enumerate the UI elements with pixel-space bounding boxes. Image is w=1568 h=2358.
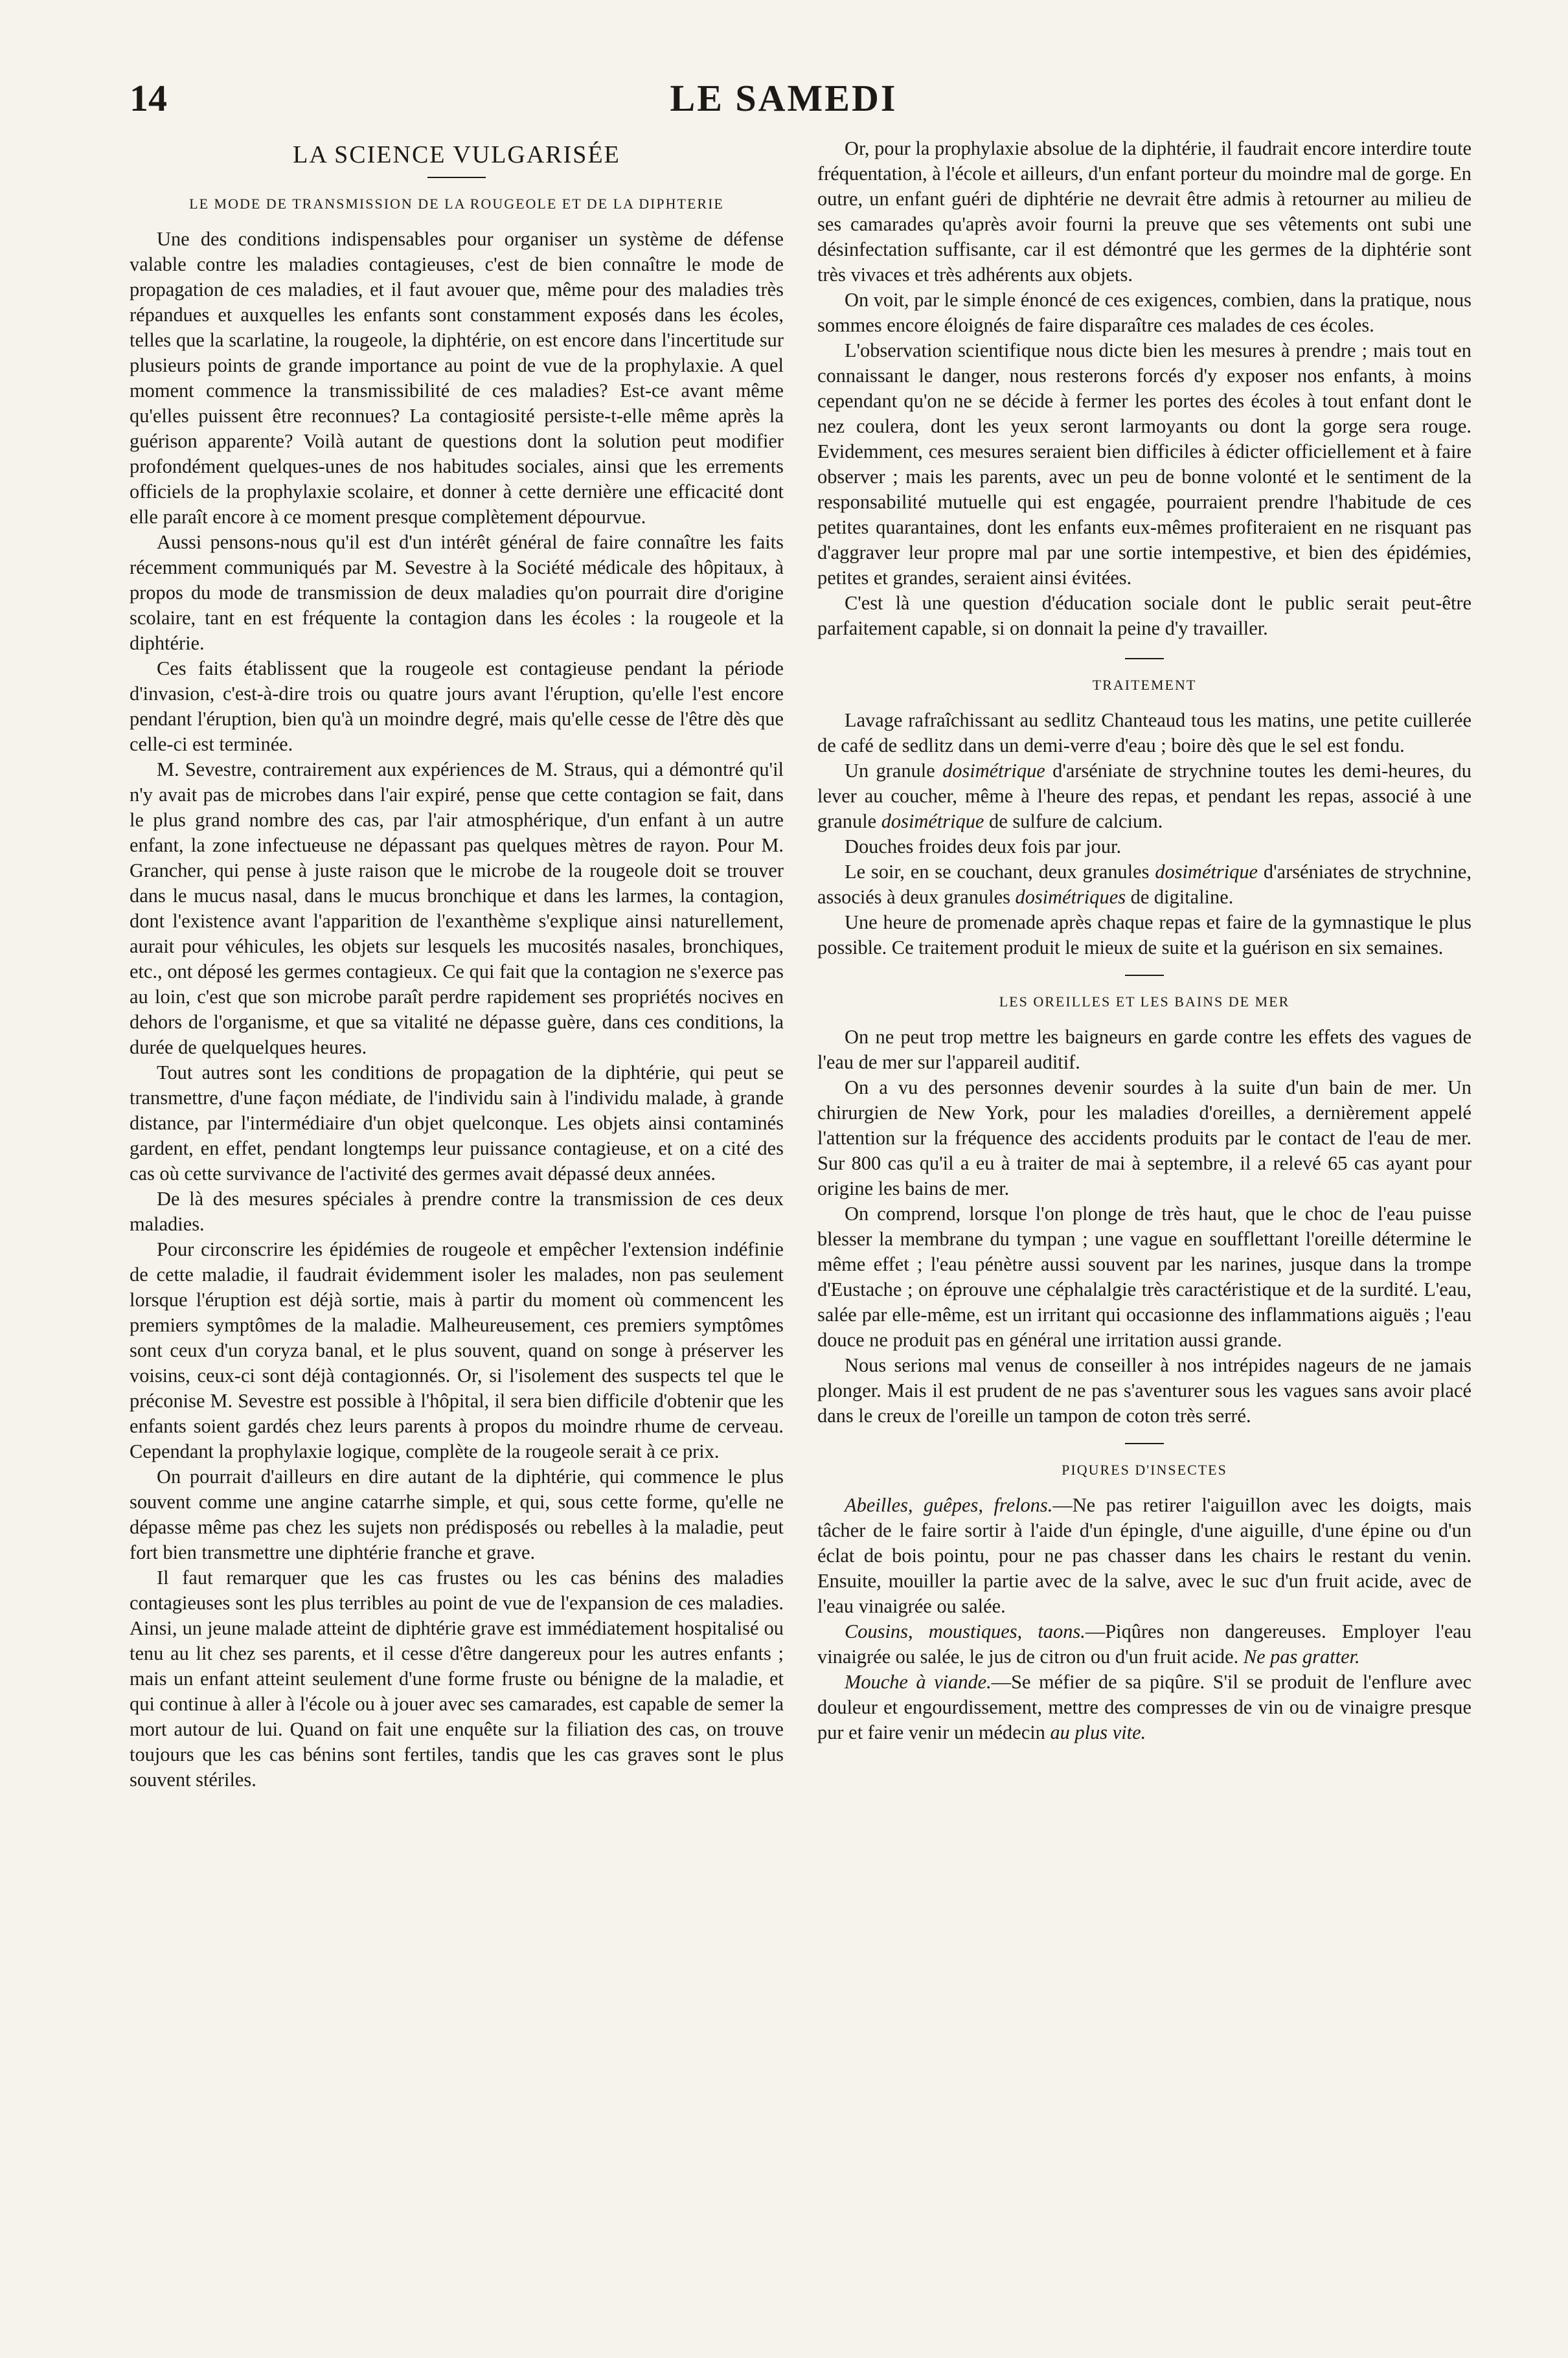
divider (1125, 975, 1164, 976)
text-run: —Se méfier de sa piqûre. S'il se produit de l'enflure avec douleur et engourdissement, mettre des compresses de vin ou de vinaigre presque pur et faire venir un médecin (817, 1671, 1471, 1743)
paragraph: On comprend, lorsque l'on plonge de très haut, que le choc de l'eau puisse blesser la membrane du tympan ; une vague en soufflettant l'oreille détermine le même effet ; l'eau pénètre aussi souvent par les narines, jusque dans la trompe d'Eustache ; on éprouve une céphalalgie très caractéristique et de la surdité. L'eau, salée par elle-même, est un irritant qui occasionne des inflammations aiguës ; l'eau douce ne produit pas en général une irritation aussi grande. (817, 1203, 1471, 1351)
paragraph (817, 1493, 1471, 1619)
italic-run: dosimétrique (942, 760, 1045, 782)
paragraph: Or, pour la prophylaxie absolue de la diphtérie, il faudrait encore interdire toute fréquentation, à l'école et ailleurs, d'un enfant porteur du moindre mal de gorge. En outre, un enfant guéri de diphtérie ne devrait être admis à retourner au milieu de ses camarades qu'après avoir fourni la preuve que ses vêtements ont subi une désinfectation suffisante, car il est démontré que les germes de la diphtérie sont très vivaces et très adhérents aux objets. (817, 137, 1471, 286)
divider (1125, 1443, 1164, 1444)
paragraph: On a vu des personnes devenir sourdes à la suite d'un bain de mer. Un chirurgien de New York, pour les maladies d'oreilles, a dernièrement appelé l'attention sur la fréquence des accidents produits par le contact de l'eau de mer. Sur 800 cas qu'il a eu à traiter de mai à septembre, il a relevé 65 cas ayant pour origine les bains de mer. (817, 1076, 1471, 1199)
paragraph: De là des mesures spéciales à prendre contre la transmission de ces deux maladies. (130, 1188, 784, 1235)
italic-run: dosimétrique (1155, 861, 1258, 883)
italic-run: dosimétrique (881, 810, 984, 832)
paragraph: Ces faits établissent que la rougeole est contagieuse pendant la période d'invasion, c'est-à-dire trois ou quatre jours avant l'éruption, qu'elle l'est encore pendant l'éruption, bien qu'à un moindre degré, mais qu'elle cesse de l'être dès que celle-ci est terminée. (130, 657, 784, 755)
text-run: Le soir, en se couchant, deux granules (845, 861, 1155, 883)
italic-run: Abeilles, guêpes, frelons. (845, 1494, 1053, 1516)
italic-run: Ne pas gratter. (1243, 1646, 1360, 1668)
text-run: de digitaline. (1126, 886, 1234, 908)
traitement-heading: TRAITEMENT (1092, 677, 1197, 693)
text-run: d'arséniate de strychnine toutes les demi-heures, du lever au coucher, même à l'heure des repas, et pendant les repas, associé à une granule (817, 760, 1471, 832)
paragraph: Il faut remarquer que les cas frustes ou les cas bénins des maladies contagieuses sont les plus terribles au point de vue de l'expansion de ces maladies. Ainsi, un jeune malade atteint de diphtérie grave est immédiatement hospitalisé ou tenu au lit chez ses parents, et il cesse d'être dangereux pour les autres enfants ; mais un enfant atteint seulement d'une forme fruste ou bénigne de la maladie, et qui continue à aller à l'école ou à jouer avec ses camarades, est capable de semer la mort autour de lui. Quand on fait une enquête sur la filiation des cas, on trouve toujours que les cas bénins sont fertiles, tandis que les cas graves sont le plus souvent stériles. (130, 1567, 784, 1791)
italic-run: Cousins, moustiques, taons. (845, 1620, 1085, 1642)
italic-run: dosimétriques (1015, 886, 1126, 908)
right-column (817, 136, 1471, 1745)
paragraph (817, 1619, 1471, 1670)
paragraph (817, 1670, 1471, 1745)
paragraph: Aussi pensons-nous qu'il est d'un intérêt général de faire connaître les faits récemment communiqués par M. Sevestre à la Société médicale des hôpitaux, à propos du mode de transmission de deux maladies qu'on pourrait dire d'origine scolaire, tant en est fréquente la contagion dans les écoles : la rougeole et la diphtérie. (130, 531, 784, 654)
running-head (97, 76, 1470, 128)
piqures-heading: PIQURES D'INSECTES (1062, 1462, 1227, 1478)
text-run: de sulfure de calcium. (984, 810, 1163, 832)
paragraph: Douches froides deux fois par jour. (845, 835, 1122, 857)
paragraph: Pour circonscrire les épidémies de rougeole et empêcher l'extension indéfinie de cette maladie, il faudrait évidemment isoler les malades, non pas seulement lorsque l'éruption est déjà sortie, mais à partir du moment où commencent les premiers symptômes de la maladie. Malheureusement, ces premiers symptômes sont ceux d'un coryza banal, et le plus souvent, quand on songe à préserver les voisins, ceux-ci sont déjà contagionnés. Or, si l'isolement des suspects tel que le préconise M. Sevestre est possible à l'hôpital, il sera bien difficile d'obtenir que les enfants soient gardés chez leurs parents à propos du moindre rhume de cerveau. Cependant la prophylaxie logique, complète de la rougeole serait à ce prix. (130, 1238, 784, 1462)
left-column (130, 136, 784, 1793)
paragraph: Nous serions mal venus de conseiller à nos intrépides nageurs de ne jamais plonger. Mais il est prudent de ne pas s'aventurer sous les vagues sans avoir placé dans le creux de l'oreille un tampon de coton très serré. (817, 1354, 1471, 1427)
journal-title: LE SAMEDI (670, 77, 898, 119)
paragraph: M. Sevestre, contrairement aux expériences de M. Straus, qui a démontré qu'il n'y avait pas de microbes dans l'air expiré, pense que cette contagion se fait, dans le plus grand nombre des cas, par l'air atmosphérique, d'un enfant à un autre enfant, la zone infectueuse ne dépassant pas quelques mètres de rayon. Pour M. Grancher, qui pense à juste raison que le microbe de la rougeole doit se trouver dans le mucus nasal, dans le mucus bronchique et dans les larmes, la contagion, dont l'existence avant l'apparition de l'exanthème s'explique ainsi naturellement, aurait pour véhicules, les objets sur lesquels les mucosités nasales, bronchiques, etc., ont déposé les germes contagieux. Ce qui fait que la contagion ne s'exerce pas au loin, c'est que son microbe paraît perdre rapidement ses propriétés nocives en dehors de l'organisme, et que sa vitalité ne dépasse guère, dans ces conditions, la durée de quelquelques heures. (130, 758, 784, 1058)
oreilles-heading: LES OREILLES ET LES BAINS DE MER (999, 993, 1290, 1010)
page-number: 14 (130, 77, 167, 119)
paragraph (817, 859, 1471, 910)
paragraph: C'est là une question d'éducation sociale dont le public serait peut-être parfaitement capable, si on donnait la peine d'y travailler. (817, 592, 1471, 639)
paragraph: On ne peut trop mettre les baigneurs en garde contre les effets des vagues de l'eau de mer sur l'appareil auditif. (817, 1026, 1471, 1073)
paragraph: Une heure de promenade après chaque repas et faire de la gymnastique le plus possible. Ce traitement produit le mieux de suite et la guérison en six semaines. (817, 911, 1471, 958)
paragraph: Tout autres sont les conditions de propagation de la diphtérie, qui peut se transmettre, d'une façon médiate, de l'individu sain à l'individu malade, à grande distance, par l'intermédiaire d'un objet quelconque. Les objets ainsi contaminés gardent, en effet, pendant longtemps leur puissance contagieuse, et on a cité des cas où cette survivance de l'activité des germes avait dépassé deux années. (130, 1061, 784, 1185)
italic-run: au plus vite. (1050, 1721, 1146, 1743)
paragraph: L'observation scientifique nous dicte bien les mesures à prendre ; mais tout en connaissant le danger, nous resterons forcés d'y exposer nos enfants, à moins cependant qu'on ne se décide à fermer les portes des écoles à tout enfant dont le nez coulera, dont les yeux seront larmoyants ou dont la gorge sera rouge. Evidemment, ces mesures seraient bien difficiles à édicter officiellement et à faire observer ; mais les parents, avec un peu de bonne volonté et le sentiment de la responsabilité mutuelle qui est engagée, pourraient prendre l'habitude de ces petites quarantaines, dont les enfants eux-mêmes profiteraient en ne risquant pas d'aggraver leur propre mal par une sortie intempestive, et bien des épidémies, petites et grandes, seraient ainsi évitées. (817, 339, 1471, 589)
divider (427, 177, 486, 178)
text-run: d'arséniates de strychnine, associés à deux granules (817, 861, 1471, 908)
paragraph: On voit, par le simple énoncé de ces exigences, combien, dans la pratique, nous sommes encore éloignés de faire disparaître ces malades de ces écoles. (817, 289, 1471, 336)
section-title: LA SCIENCE VULGARISÉE (293, 141, 620, 168)
paragraph: Lavage rafraîchissant au sedlitz Chanteaud tous les matins, une petite cuillerée de café de sedlitz dans un demi-verre d'eau ; boire dès que le sel est fondu. (817, 709, 1471, 756)
article-subtitle: LE MODE DE TRANSMISSION DE LA ROUGEOLE ET DE LA DIPHTERIE (189, 196, 724, 212)
divider (1125, 658, 1164, 659)
text-run: Un granule (845, 760, 943, 782)
italic-run: Mouche à viande. (845, 1671, 992, 1693)
paragraph: Une des conditions indispensables pour organiser un système de défense valable contre les maladies contagieuses, c'est de bien connaître le mode de propagation de ces maladies, et il faut avouer que, même pour des maladies très répandues et auxquelles les enfants sont constamment exposés dans les écoles, telles que la scarlatine, la rougeole, la diphtérie, on est encore dans l'incertitude sur plusieurs points de grande importance au point de vue de la prophylaxie. A quel moment commence la transmissibilité de ces maladies? Est-ce avant même qu'elles puissent être reconnues? La contagiosité persiste-t-elle même après la guérison apparente? Voilà autant de questions dont la solution peut modifier profondément quelques-unes de nos habitudes sociales, ainsi que les errements officiels de la prophylaxie scolaire, et donner à cette dernière une efficacité dont elle paraît encore à ce moment presque complètement dépourvue. (130, 228, 784, 528)
text-run: —Ne pas retirer l'aiguillon avec les doigts, mais tâcher de le faire sortir à l'aide d'un épingle, d'une aiguille, d'une épine ou d'un éclat de bois pointu, pour ne pas chasser dans les chairs le restant du venin. Ensuite, mouiller la partie avec de la salve, avec le suc d'un fruit acide, avec de l'eau vinaigrée ou salée. (817, 1494, 1471, 1617)
paragraph: On pourrait d'ailleurs en dire autant de la diphtérie, qui commence le plus souvent comme une angine catarrhe simple, et qui, sous cette forme, qu'elle ne dépasse même pas chez les sujets non prédisposés ou rebelles à la maladie, peut fort bien transmettre une diphtérie franche et grave. (130, 1466, 784, 1563)
text-run: —Piqûres non dangereuses. Employer l'eau vinaigrée ou salée, le jus de citron ou d'un fruit acide. (817, 1620, 1471, 1668)
paragraph (817, 758, 1471, 834)
